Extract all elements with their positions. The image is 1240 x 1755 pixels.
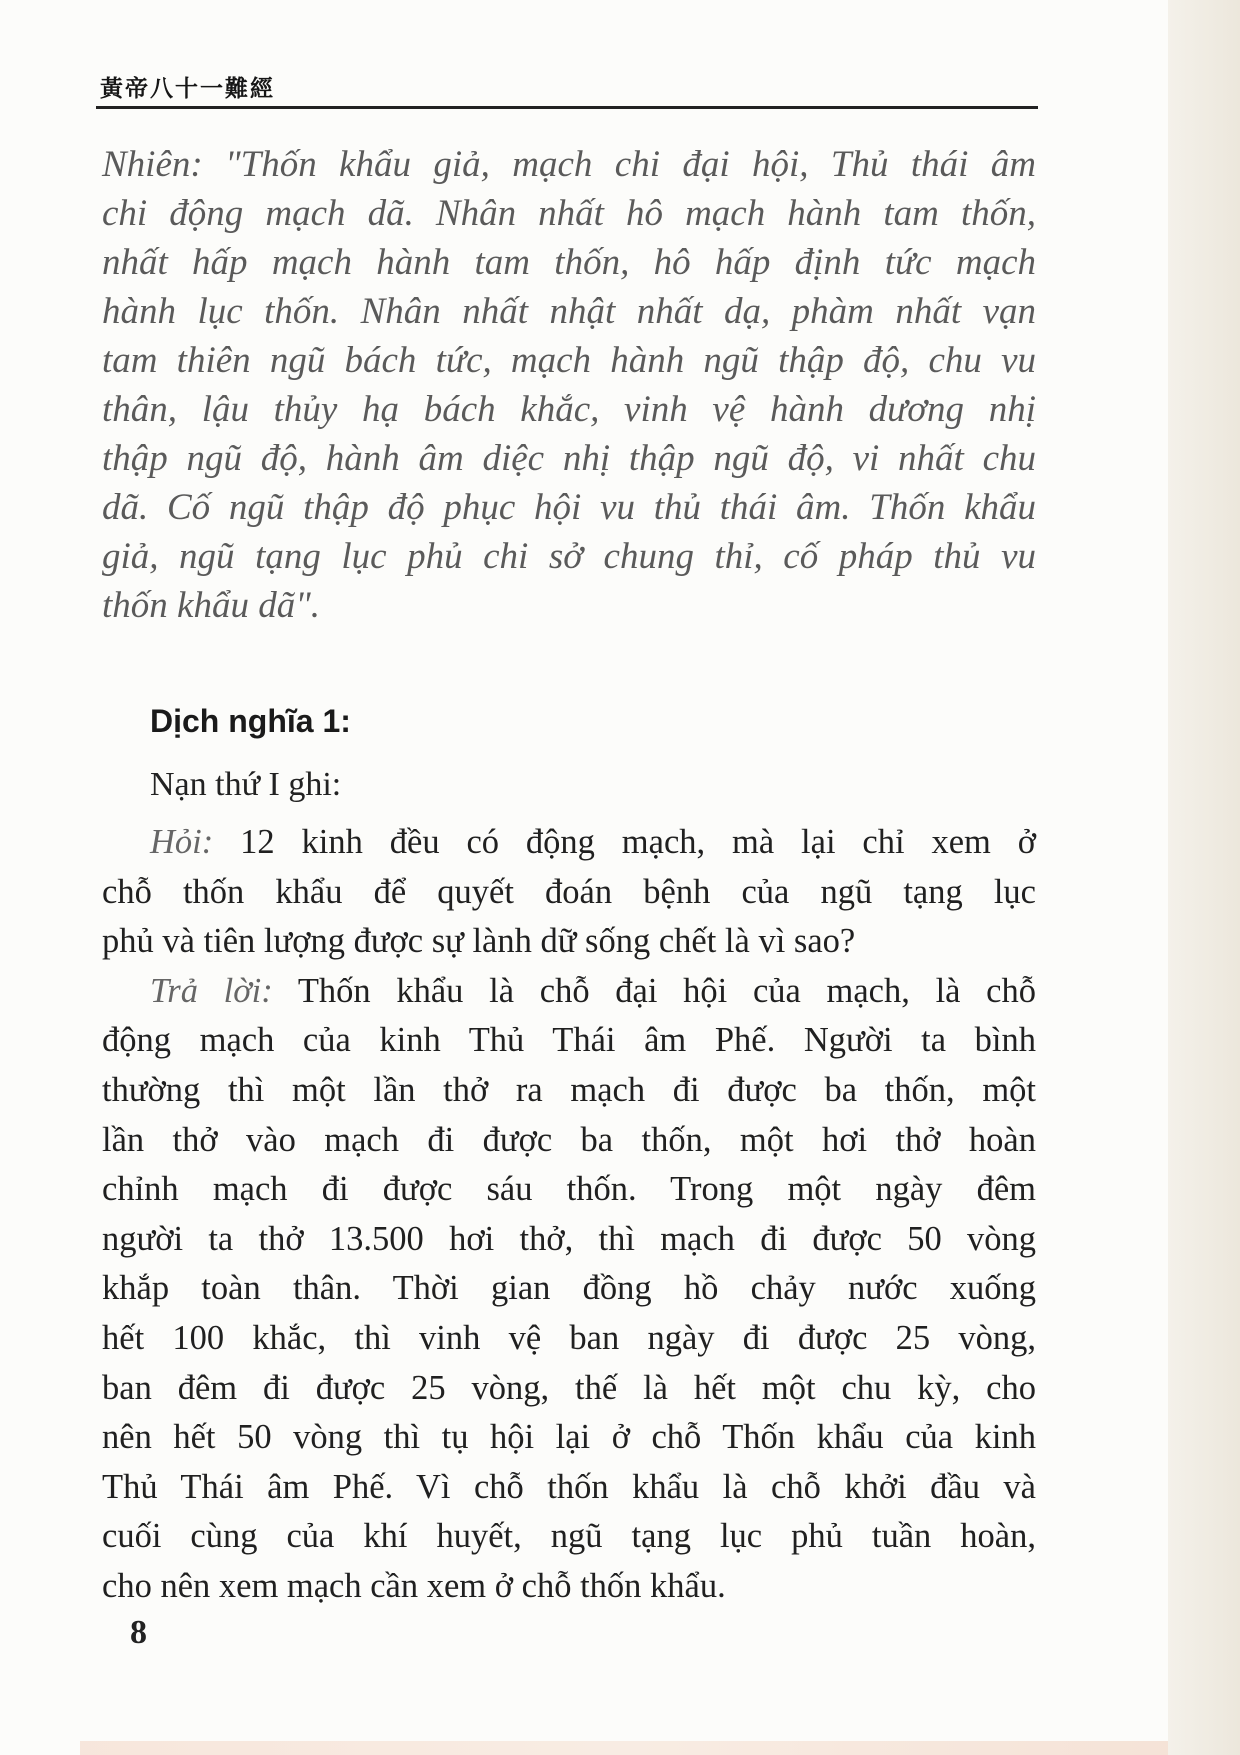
header-title: 黃帝八十一難經 (100, 76, 275, 102)
original-line: thân, lậu thủy hạ bách khắc, vinh vệ hành dương nhị (102, 389, 1036, 430)
page-bottom-edge (80, 1741, 1168, 1755)
page-edge-shadow (1168, 0, 1240, 1755)
section-heading: Dịch nghĩa 1: (150, 703, 351, 739)
answer-line: lần thở vào mạch đi được ba thốn, một hơi thở hoàn (102, 1120, 1036, 1159)
question-line: chỗ thốn khẩu để quyết đoán bệnh của ngũ tạng lục (102, 872, 1036, 911)
answer-line: chỉnh mạch đi được sáu thốn. Trong một ngày đêm (102, 1170, 1036, 1209)
original-line: chi động mạch dã. Nhân nhất hô mạch hành tam thốn, (102, 193, 1036, 234)
original-line: dã. Cố ngũ thập độ phục hội vu thủ thái âm. Thốn khẩu (102, 487, 1036, 528)
translation-block (102, 818, 1036, 1612)
original-line: thốn khẩu dã". (102, 585, 320, 626)
answer-text: Thốn khẩu là chỗ đại hội của mạch, là chỗ (272, 971, 1036, 1010)
original-line: nhất hấp mạch hành tam thốn, hô hấp định tức mạch (102, 242, 1036, 283)
header-rule (96, 106, 1038, 109)
answer-line: nên hết 50 vòng thì tụ hội lại ở chỗ Thốn khẩu của kinh (102, 1418, 1036, 1457)
answer-line: cho nên xem mạch cần xem ở chỗ thốn khẩu. (102, 1566, 726, 1605)
answer-line: người ta thở 13.500 hơi thở, thì mạch đi được 50 vòng (102, 1219, 1036, 1258)
question-line (102, 818, 1036, 868)
original-line: thập ngũ độ, hành âm diệc nhị thập ngũ độ, vi nhất chu (102, 438, 1036, 479)
answer-line: khắp toàn thân. Thời gian đồng hồ chảy nước xuống (102, 1269, 1036, 1308)
question-line: phủ và tiên lượng được sự lành dữ sống chết là vì sao? (102, 922, 856, 961)
original-line: hành lục thốn. Nhân nhất nhật nhất dạ, phàm nhất vạn (102, 291, 1036, 332)
answer-line: Thủ Thái âm Phế. Vì chỗ thốn khẩu là chỗ khởi đầu và (102, 1467, 1036, 1506)
answer-line: động mạch của kinh Thủ Thái âm Phế. Người ta bình (102, 1021, 1036, 1060)
question-text: 12 kinh đều có động mạch, mà lại chỉ xem ở (213, 823, 1036, 861)
answer-line (102, 967, 1036, 1017)
original-line: tam thiên ngũ bách tức, mạch hành ngũ thập độ, chu vu (102, 340, 1036, 381)
original-line: Nhiên: "Thốn khẩu giả, mạch chi đại hội, Thủ thái âm (102, 144, 1036, 185)
answer-line: hết 100 khắc, thì vinh vệ ban ngày đi được 25 vòng, (102, 1318, 1036, 1357)
answer-line: cuối cùng của khí huyết, ngũ tạng lục phủ tuần hoàn, (102, 1517, 1036, 1556)
answer-line: ban đêm đi được 25 vòng, thế là hết một chu kỳ, cho (102, 1368, 1036, 1407)
running-header (96, 66, 1038, 108)
page-number: 8 (130, 1614, 147, 1651)
original-line: giả, ngũ tạng lục phủ chi sở chung thỉ, cố pháp thủ vu (102, 536, 1036, 577)
question-label: Hỏi: (150, 823, 214, 861)
problem-label: Nạn thứ I ghi: (150, 766, 342, 803)
answer-line: thường thì một lần thở ra mạch đi được ba thốn, một (102, 1070, 1036, 1109)
answer-label: Trả lời: (150, 971, 273, 1010)
original-text-block (102, 140, 1036, 630)
